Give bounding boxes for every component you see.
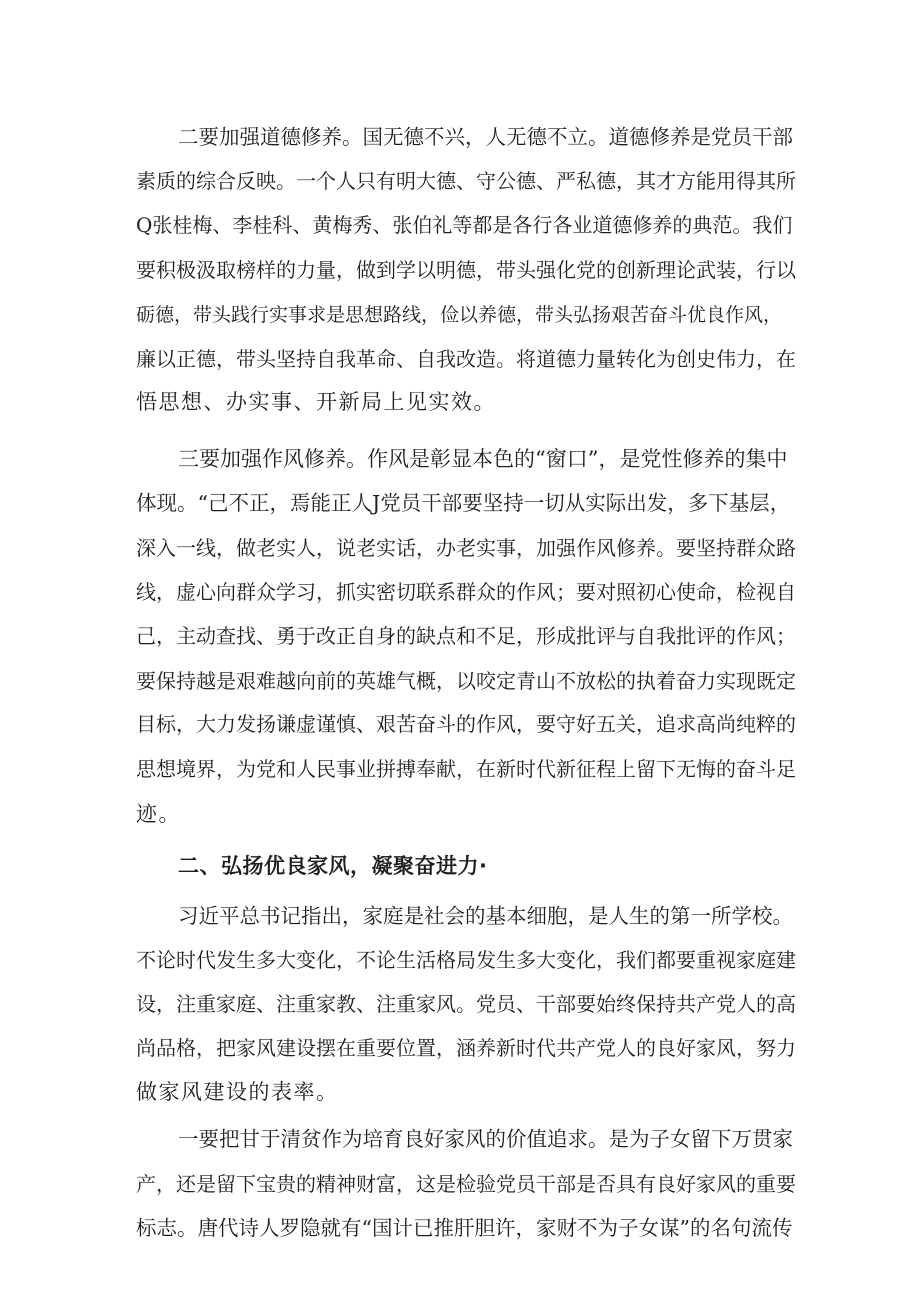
paragraph-line: 深入一线，做老实人，说老实话，办老实事，加强作风修养。要坚持群众路 — [136, 536, 796, 560]
paragraph-line: 习近平总书记指出，家庭是社会的基本细胞，是人生的第一所学校。 — [178, 904, 793, 928]
paragraph-line: 不论时代发生多大变化，不论生活格局发生多大变化，我们都要重视家庭建 — [136, 948, 796, 972]
paragraph-line: 二要加强道德修养。国无德不兴，人无德不立。道德修养是党员干部 — [178, 125, 793, 149]
paragraph-line: 廉以正德，带头坚持自我革命、自我改造。将道德力量转化为创史伟力，在 — [136, 347, 796, 371]
paragraph-line: 体现。“己不正，焉能正人J党员干部要坚持一切从实际出发，多下基层， — [136, 491, 791, 515]
paragraph-line: 迹。 — [136, 802, 181, 826]
paragraph-line: 三要加强作风修养。作风是彰显本色的“窗口”，是党性修养的集中 — [178, 447, 788, 471]
paragraph-line: 标志。唐代诗人罗隐就有“国计已推肝胆许，家财不为子女谋”的名句流传 — [136, 1216, 793, 1240]
paragraph-line: 要积极汲取榜样的力量，做到学以明德，带头强化党的创新理论武装，行以 — [136, 258, 796, 282]
paragraph-line: 尚品格，把家风建设摆在重要位置，涵养新时代共产党人的良好家风，努力 — [136, 1036, 796, 1060]
paragraph-line: 一要把甘于清贫作为培育良好家风的价值追求。是为子女留下万贯家 — [178, 1127, 793, 1151]
paragraph-line: 己，主动查找、勇于改正自身的缺点和不足，形成批评与自我批评的作风； — [136, 624, 796, 648]
paragraph-line: 悟思想、办实事、开新局上见实效。 — [136, 390, 496, 414]
paragraph-line: 线，虚心向群众学习，抓实密切联系群众的作风；要对照初心使命，检视自 — [136, 580, 796, 604]
paragraph-line: 产，还是留下宝贵的精神财富，这是检验党员干部是否具有良好家风的重要 — [136, 1172, 796, 1196]
section-heading: 二、弘扬优良家风，凝聚奋进力· — [178, 854, 488, 878]
paragraph-line: 思想境界，为党和人民事业拼搏奉献，在新时代新征程上留下无悔的奋斗足 — [136, 757, 796, 781]
paragraph-line: Q张桂梅、李桂科、黄梅秀、张伯礼等都是各行各业道德修养的典范。我们 — [136, 213, 793, 237]
paragraph-line: 砺德，带头践行实事求是思想路线，俭以养德，带头弘扬艰苦奋斗优良作风， — [136, 304, 783, 326]
paragraph-line: 设，注重家庭、注重家教、注重家风。党员、干部要始终保持共产党人的高 — [136, 992, 796, 1016]
paragraph-line: 做家风建设的表率。 — [136, 1080, 339, 1104]
paragraph-line: 目标，大力发扬谦虚谨慎、艰苦奋斗的作风，要守好五关，追求高尚纯粹的 — [136, 712, 796, 736]
paragraph-line: 要保持越是艰难越向前的英雄气概，以咬定青山不放松的执着奋力实现既定 — [136, 669, 796, 693]
paragraph-line: 素质的综合反映。一个人只有明大德、守公德、严私德，其才方能用得其所 — [136, 169, 796, 193]
